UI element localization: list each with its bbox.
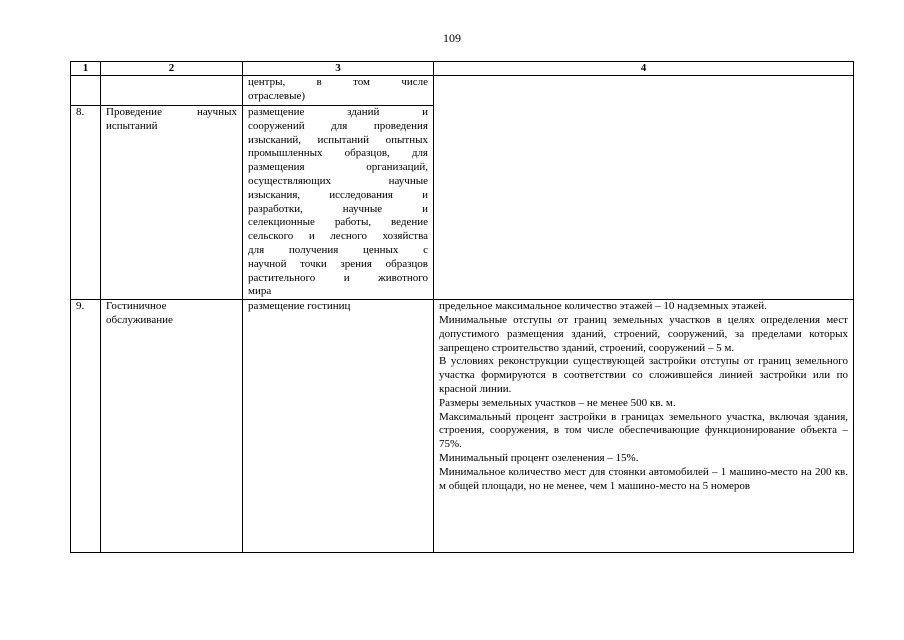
description-line: селекционные работы, ведение — [248, 216, 428, 229]
description-line: растительного и животного — [248, 271, 428, 284]
description-line: сооружений для проведения — [248, 119, 428, 132]
header-cell-1: 1 — [71, 62, 101, 76]
name-line: испытаний — [106, 119, 158, 132]
row-number: 8. — [71, 106, 101, 300]
row-number — [71, 76, 101, 106]
parameter-paragraph: предельное максимальное количество этажей – 10 надземных этажей. — [439, 300, 767, 313]
description-line: изыскания, исследования и — [248, 188, 428, 201]
description-line: размещения организаций, — [248, 161, 428, 174]
description-line: осуществляющих научные — [248, 174, 428, 187]
parameter-paragraph: Минимальный процент озеленения – 15%. — [439, 451, 639, 464]
parameter-paragraph: Размеры земельных участков – не менее 500 кв. м. — [439, 396, 676, 409]
description-line: центры, в том числе — [248, 76, 428, 88]
parameter-paragraph: Максимальный процент застройки в границах земельного участка, включая здания, строения, сооружения, в том числе обеспечивающие функционирование объекта – 75%. — [439, 410, 848, 451]
use-description — [243, 106, 434, 300]
page-number: 109 — [443, 31, 461, 45]
header-row — [71, 62, 854, 76]
header-cell-3: 3 — [243, 62, 434, 76]
zoning-table — [70, 61, 854, 553]
parameters-cell — [434, 76, 854, 300]
description-line: отраслевые) — [248, 89, 306, 102]
parameters-cell — [434, 300, 854, 553]
description-line: изысканий, испытаний опытных — [248, 133, 428, 146]
parameter-paragraph: Минимальные отступы от границ земельных участков в целях определения мест допустимого размещения зданий, строений, сооружений, за пределами которых запрещено строительство зданий, строений, сооружений – 5 м. — [439, 313, 848, 354]
description-line: размещение гостиниц — [248, 300, 351, 313]
header-cell-4: 4 — [434, 62, 854, 76]
description-line: для получения ценных с — [248, 243, 428, 256]
row-number: 9. — [71, 300, 101, 553]
use-name — [101, 76, 243, 106]
description-line: разработки, научные и — [248, 202, 428, 215]
description-line: размещение зданий и — [248, 106, 428, 118]
name-line: Гостиничное — [106, 300, 167, 313]
use-name — [101, 300, 243, 553]
header-cell-2: 2 — [101, 62, 243, 76]
use-description — [243, 76, 434, 106]
table-row — [71, 76, 854, 106]
name-line: Проведение научных — [106, 106, 237, 118]
name-line: обслуживание — [106, 313, 173, 326]
parameter-paragraph: Минимальное количество мест для стоянки автомобилей – 1 машино-место на 200 кв. м общей площади, но не менее, чем 1 машино-место на 5 номеров — [439, 465, 848, 492]
description-line: мира — [248, 285, 272, 298]
description-line: научной точки зрения образцов — [248, 257, 428, 270]
use-description — [243, 300, 434, 553]
description-line: сельского и лесного хозяйства — [248, 230, 428, 243]
use-name — [101, 106, 243, 300]
table-row — [71, 300, 854, 553]
parameter-paragraph: В условиях реконструкции существующей застройки отступы от границ земельного участка формируются в соответствии со сложившейся линией застройки или по красной линии. — [439, 355, 848, 395]
description-line: промышленных образцов, для — [248, 147, 428, 160]
